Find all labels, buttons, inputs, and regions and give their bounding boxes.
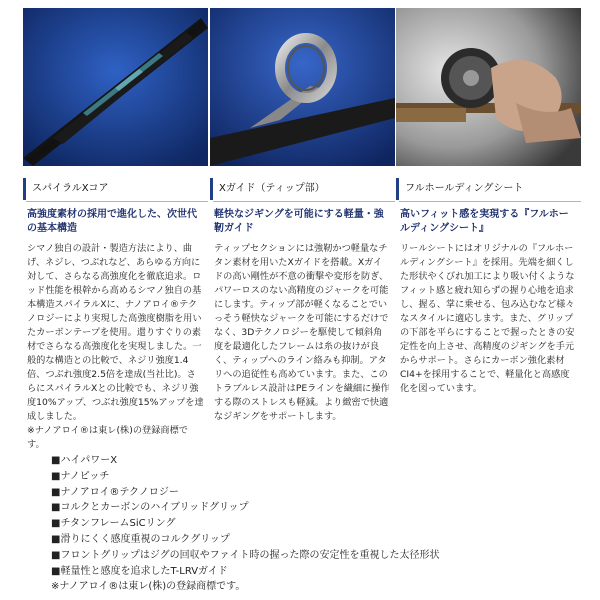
rod-blank-photo	[23, 8, 208, 166]
x-guide-image	[210, 8, 395, 166]
feature-item: ■ハイパワーX	[51, 455, 118, 466]
feature-column-reel-seat	[396, 8, 581, 396]
section-header: Xガイド（ティップ部）	[210, 178, 395, 200]
feature-item: ■ナノアロイ®テクノロジー	[51, 486, 179, 498]
section-headline: 軽快なジギングを可能にする軽量・強靭ガイド	[214, 209, 384, 234]
feature-item: ■フロントグリップはジグの回収やファイト時の握った際の安定性を重視した太径形状	[51, 549, 440, 561]
section-body: ティップセクションには強靭かつ軽量なチタン素材を用いたXガイドを搭載。Xガイドの高い剛性が不意の衝撃や変形を防ぎ、パワーロスのない高精度のジャークを可能にします。ティップ部が軽くなることでいっそう軽快なジャークを可能にするだけでなく、3Dテクノロジーを駆使して傾斜角度を最適化したフレームは糸の抜けが良く、ティップへのライン絡みも抑制。アタリへの追従性も高めています。また、このトラブルレス設計はPEラインを繊細に操作する際のストレスも軽減。より緻密で快適なジギングをサポートします。	[214, 243, 390, 422]
feature-item: ■コルクとカーボンのハイブリッドグリップ	[51, 502, 249, 514]
x-guide-photo	[210, 8, 395, 166]
section-headline: 高いフィット感を実現する『フルホールディングシート』	[400, 209, 569, 234]
section-body: シマノ独自の設計・製造方法により、曲げ、ネジレ、つぶれなど、あらゆる方向に対して、さらなる高強度化を徹底追求。ロッド性能を根幹から高めるシマノ独自の基本構造スパイラルXに、ナノアロイ®テクノロジーにより実現した高強度樹脂を用いたカーボンテープを使用。還りすぐりの素材でさらなる高強度化を実現しました。一般的な構造との比較で、ネジリ強度1.4倍、つぶれ強度2.5倍を達成(当社比)。さらにスパイラルXとの比較でも、ネジリ強度10%アップ、つぶれ強度15%アップを達成しました。 ※ナノアロイ®は東レ(株)の登録商標です。	[27, 243, 204, 450]
feature-item: ■ナノピッチ	[51, 470, 110, 482]
feature-column-spiral-x	[23, 8, 208, 452]
reel-seat-photo	[396, 8, 581, 166]
feature-column-x-guide	[210, 8, 395, 424]
feature-list	[51, 453, 591, 595]
rod-blank-image	[23, 8, 208, 166]
feature-item: ■軽量性と感度を追求したT-LRVガイド	[51, 565, 228, 577]
feature-item: ■チタンフレームSiCリング	[51, 518, 176, 530]
section-body: リールシートにはオリジナルの『フルホールディングシート』を採用。先端を細くした形状やくびれ加工により吸い付くようなフィット感と疲れ知らずの握り心地を追求し、握る、掌に乗せる、包み込むなど様々なスタイルに適応します。また、グリップの下部を平らにすることで握ったときの安定性を向上させ、高精度のジギングを手元からサポート。さらにカーボン強化素材CI4+を採用することで、軽量化と高感度化を図っています。	[400, 243, 575, 394]
feature-item: ■滑りにくく感度重視のコルクグリップ	[51, 533, 230, 545]
section-header: スパイラルXコア	[23, 178, 208, 200]
section-headline: 高強度素材の採用で進化した、次世代の基本構造	[27, 209, 197, 234]
reel-seat-image	[396, 8, 581, 166]
section-header: フルホールディングシート	[396, 178, 581, 200]
trademark-note: ※ナノアロイ®は東レ(株)の登録商標です。	[51, 581, 246, 593]
